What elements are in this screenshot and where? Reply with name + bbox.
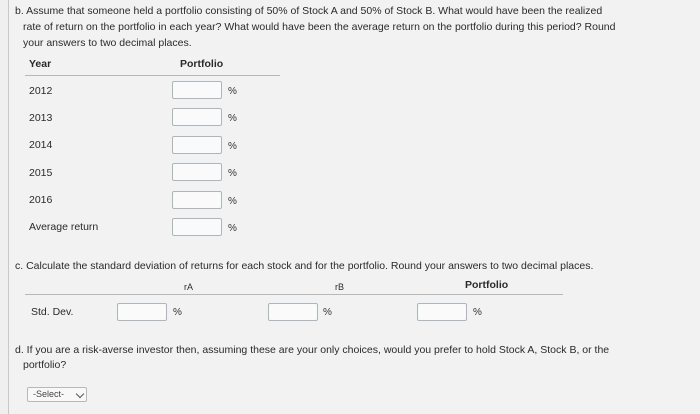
year-label: 2016 bbox=[29, 194, 53, 206]
portfolio-column-header: Portfolio bbox=[465, 279, 509, 291]
portfolio-return-input[interactable] bbox=[172, 81, 222, 99]
rb-column-header: rB bbox=[335, 282, 344, 292]
percent-unit: % bbox=[228, 168, 237, 179]
percent-unit: % bbox=[228, 86, 237, 97]
percent-unit: % bbox=[323, 307, 332, 318]
preference-select[interactable] bbox=[27, 387, 87, 402]
percent-unit: % bbox=[228, 113, 237, 124]
std-table-divider bbox=[25, 294, 563, 295]
part-d-line-2: portfolio? bbox=[23, 359, 67, 371]
part-b-line-1: b. Assume that someone held a portfolio consisting of 50% of Stock A and 50% of Stock B. What would have been the realized bbox=[15, 5, 603, 17]
portfolio-column-header: Portfolio bbox=[180, 58, 224, 70]
std-dev-stock-a-input[interactable] bbox=[117, 303, 167, 321]
year-label: 2013 bbox=[29, 112, 53, 124]
percent-unit: % bbox=[473, 307, 482, 318]
year-label: 2014 bbox=[29, 139, 53, 151]
percent-unit: % bbox=[228, 223, 237, 234]
std-dev-portfolio-input[interactable] bbox=[417, 303, 467, 321]
ra-column-header: rA bbox=[184, 282, 193, 292]
portfolio-return-input[interactable] bbox=[172, 191, 222, 209]
part-b-line-2: rate of return on the portfolio in each year? What would have been the average return on the portfolio during this period? Round bbox=[23, 21, 616, 33]
percent-unit: % bbox=[228, 196, 237, 207]
part-b-line-3: your answers to two decimal places. bbox=[23, 37, 192, 49]
percent-unit: % bbox=[228, 141, 237, 152]
part-d-line-1: d. If you are a risk-averse investor then, assuming these are your only choices, would you prefer to hold Stock A, Stock B, or the bbox=[15, 344, 610, 356]
part-c-question: c. Calculate the standard deviation of returns for each stock and for the portfolio. Round your answers to two decimal places. bbox=[15, 260, 594, 272]
average-return-input[interactable] bbox=[172, 218, 222, 236]
select-value: -Select- bbox=[33, 389, 65, 399]
question-panel bbox=[8, 0, 700, 414]
std-dev-label: Std. Dev. bbox=[31, 306, 74, 318]
percent-unit: % bbox=[173, 307, 182, 318]
chevron-down-icon bbox=[76, 390, 84, 398]
year-column-header: Year bbox=[29, 58, 52, 70]
std-dev-stock-b-input[interactable] bbox=[268, 303, 318, 321]
year-label: 2012 bbox=[29, 85, 53, 97]
portfolio-return-input[interactable] bbox=[172, 108, 222, 126]
portfolio-return-input[interactable] bbox=[172, 163, 222, 181]
table-header-divider bbox=[25, 75, 280, 76]
year-label: 2015 bbox=[29, 167, 53, 179]
average-return-label: Average return bbox=[29, 221, 99, 233]
portfolio-return-input[interactable] bbox=[172, 136, 222, 154]
